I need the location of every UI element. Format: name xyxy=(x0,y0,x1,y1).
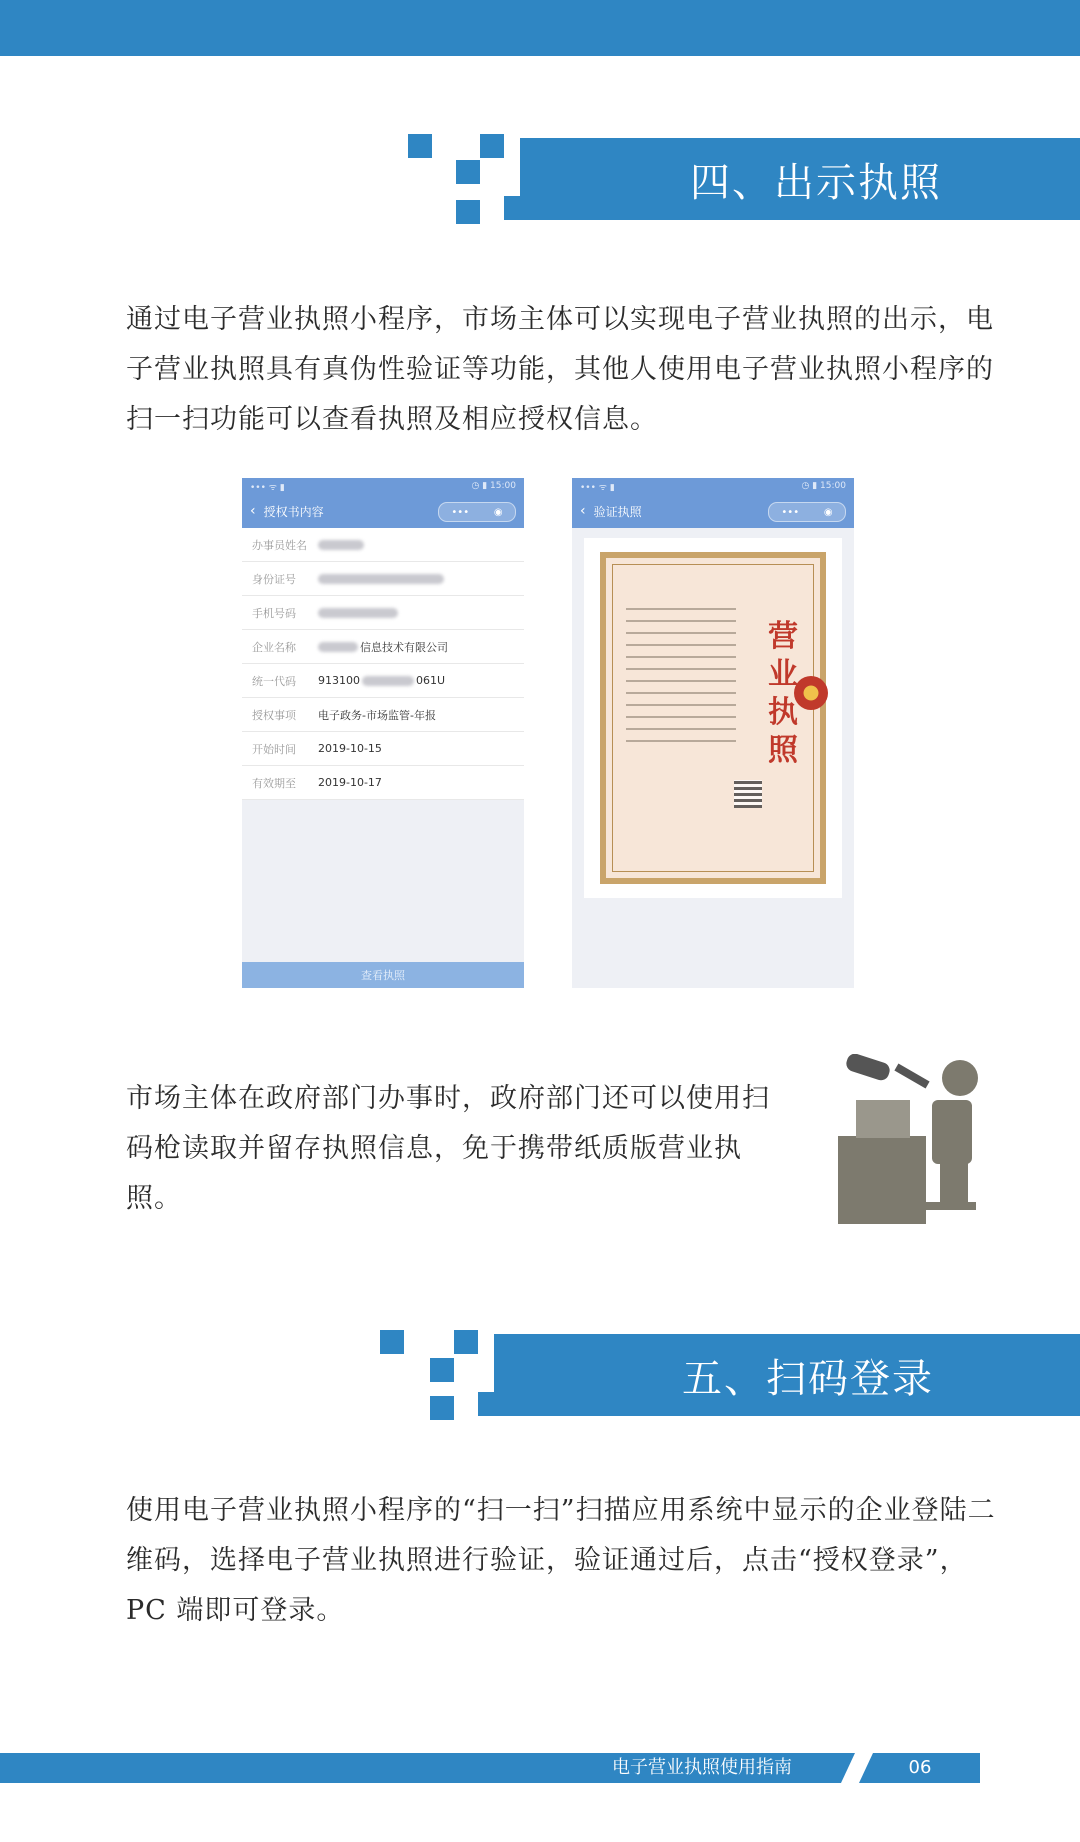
qr-code-icon xyxy=(734,780,762,808)
chair-base-icon xyxy=(924,1202,976,1210)
redacted-value xyxy=(362,676,414,686)
page-number: 06 xyxy=(908,1757,932,1778)
desk-icon xyxy=(838,1136,926,1224)
footer-bar xyxy=(0,1753,980,1783)
list-item xyxy=(242,766,524,800)
miniprogram-capsule[interactable] xyxy=(438,502,516,522)
person-legs-icon xyxy=(940,1162,968,1206)
top-bar xyxy=(0,0,1080,56)
decor-square xyxy=(456,200,480,224)
row-key: 有效期至 xyxy=(252,776,296,790)
decor-square xyxy=(380,1330,404,1354)
list-item xyxy=(242,664,524,698)
list-item xyxy=(242,732,524,766)
business-license-image xyxy=(600,552,826,884)
person-head-icon xyxy=(942,1060,978,1096)
phone-status-bar: ••• ᯤ ▮ ◷ ▮ 15:00 xyxy=(242,478,524,494)
row-key: 开始时间 xyxy=(252,742,296,756)
list-item xyxy=(242,698,524,732)
list-item xyxy=(242,630,524,664)
section5-title-banner xyxy=(494,1334,1080,1416)
close-circle-icon[interactable]: ◉ xyxy=(823,506,833,518)
row-value: 913100 xyxy=(318,674,360,687)
row-key: 手机号码 xyxy=(252,606,296,620)
row-value: 2019-10-15 xyxy=(318,742,382,755)
redacted-value xyxy=(318,540,364,550)
row-value: 2019-10-17 xyxy=(318,776,382,789)
phone-authorization-screen xyxy=(242,478,524,988)
monitor-icon xyxy=(856,1100,910,1138)
phone-status-bar: ••• ᯤ ▮ ◷ ▮ 15:00 xyxy=(572,478,854,494)
footer-guide-title: 电子营业执照使用指南 xyxy=(612,1757,792,1778)
list-item xyxy=(242,528,524,562)
section4-title-banner xyxy=(520,138,1080,220)
row-key: 身份证号 xyxy=(252,572,296,586)
scanner-handle-icon xyxy=(894,1064,929,1089)
nav-title: 验证执照 xyxy=(593,504,642,519)
decor-square xyxy=(456,160,480,184)
section5-title: 五、扫码登录 xyxy=(682,1355,934,1402)
more-icon[interactable]: ••• xyxy=(781,506,800,518)
decor-square xyxy=(480,134,504,158)
phone-verify-screen xyxy=(572,478,854,988)
license-image-frame xyxy=(584,538,842,898)
decor-square xyxy=(430,1396,454,1420)
person-body-icon xyxy=(932,1100,972,1164)
row-value-tail: 061U xyxy=(416,674,446,687)
row-key: 企业名称 xyxy=(252,640,296,654)
redacted-value xyxy=(318,574,444,584)
back-icon[interactable]: ‹ xyxy=(250,503,256,519)
phone-nav-bar xyxy=(572,494,854,528)
scanner-gun-icon xyxy=(844,1054,891,1082)
section4-title: 四、出示执照 xyxy=(690,159,942,206)
redacted-value xyxy=(318,608,398,618)
row-key: 统一代码 xyxy=(252,674,296,688)
miniprogram-capsule[interactable] xyxy=(768,502,846,522)
view-license-button[interactable]: 查看执照 xyxy=(242,962,524,988)
decor-square xyxy=(430,1358,454,1382)
more-icon[interactable]: ••• xyxy=(451,506,470,518)
license-text-lines xyxy=(626,598,736,752)
row-value: 电子政务-市场监管-年报 xyxy=(318,708,436,722)
redacted-value xyxy=(318,642,358,652)
auth-info-list xyxy=(242,528,524,800)
section4-paragraph: 通过电子营业执照小程序，市场主体可以实现电子营业执照的出示，电子营业执照具有真伪性验证等功能，其他人使用电子营业执照小程序的扫一扫功能可以查看执照及相应授权信息。 xyxy=(126,304,994,435)
row-value: 信息技术有限公司 xyxy=(360,640,448,654)
section4b-paragraph: 市场主体在政府部门办事时，政府部门还可以使用扫码枪读取并留存执照信息，免于携带纸质版营业执照。 xyxy=(126,1083,770,1214)
row-key: 办事员姓名 xyxy=(252,538,307,552)
decor-square xyxy=(408,134,432,158)
row-key: 授权事项 xyxy=(252,708,296,722)
back-icon[interactable]: ‹ xyxy=(580,503,586,519)
close-circle-icon[interactable]: ◉ xyxy=(493,506,503,518)
section5-paragraph: 使用电子营业执照小程序的“扫一扫”扫描应用系统中显示的企业登陆二维码，选择电子营业执照进行验证，验证通过后，点击“授权登录”， PC 端即可登录。 xyxy=(126,1495,996,1626)
barcode-scanner-illustration xyxy=(838,1054,988,1224)
list-item xyxy=(242,562,524,596)
decor-square xyxy=(454,1330,478,1354)
phone-nav-bar xyxy=(242,494,524,528)
license-title: 营业执照 xyxy=(768,619,798,768)
nav-title: 授权书内容 xyxy=(263,504,324,519)
list-item xyxy=(242,596,524,630)
